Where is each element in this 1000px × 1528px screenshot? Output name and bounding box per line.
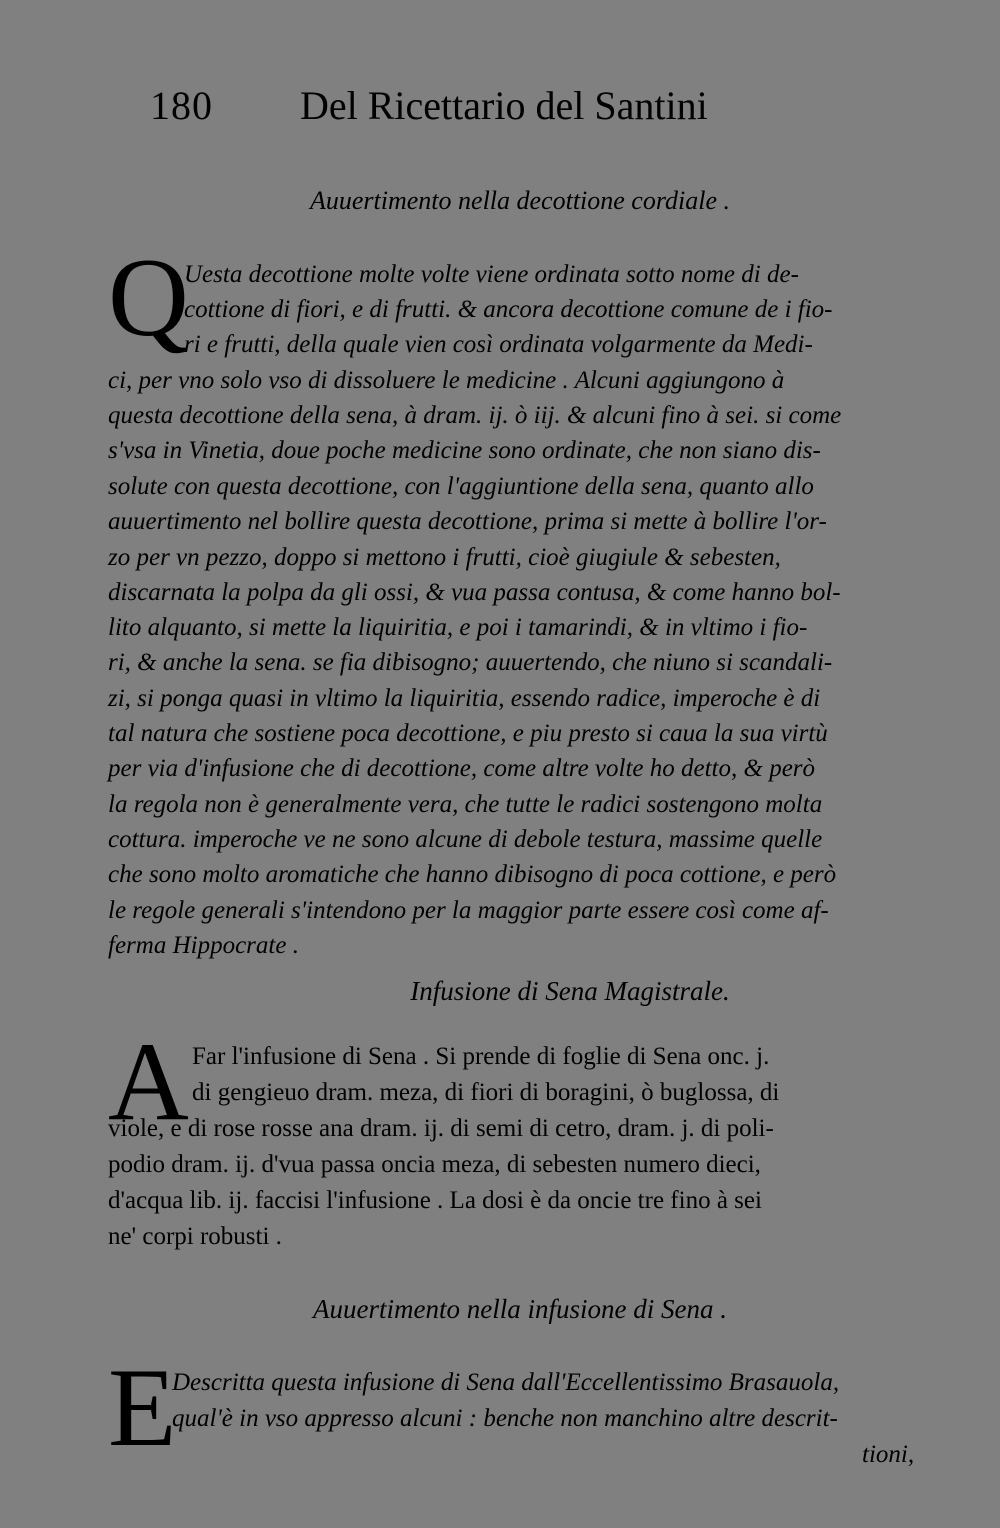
running-head: Del Ricettario del Santini	[300, 83, 708, 128]
text-line: s'vsa in Vinetia, doue poche medicine sono ordinate, che non siano dis-	[108, 437, 821, 464]
text-line: che sono molto aromatiche che hanno dibisogno di poca cottione, e però	[108, 861, 837, 888]
text-line: solute con questa decottione, con l'aggiuntione della sena, quanto allo	[108, 473, 814, 500]
text-line: zi, si ponga quasi in vltimo la liquiritia, essendo radice, imperoche è di	[108, 685, 821, 712]
section-heading-decottione: Auuertimento nella decottione cordiale .	[310, 186, 730, 215]
text-line: cottione di fiori, e di frutti. & ancora decottione comune de i fio-	[184, 296, 833, 323]
text-line: la regola non è generalmente vera, che tutte le radici sostengono molta	[108, 791, 823, 818]
text-line: per via d'infusione che di decottione, come altre volte ho detto, & però	[108, 755, 816, 782]
text-line: ferma Hippocrate .	[108, 932, 299, 959]
text-line: cottura. imperoche ve ne sono alcune di debole testura, massime quelle	[108, 826, 823, 853]
section-heading-infusione: Infusione di Sena Magistrale.	[410, 976, 730, 1006]
text-line: zo per vn pezzo, doppo si mettono i frutti, cioè giugiule & sebesten,	[108, 544, 781, 571]
text-line: tioni,	[862, 1441, 915, 1468]
text-line: questa decottione della sena, à dram. ij. ò iij. & alcuni fino à sei. si come	[108, 402, 842, 429]
text-line: discarnata la polpa da gli ossi, & vua passa contusa, & come hanno bol-	[108, 579, 841, 606]
text-line: ri, & anche la sena. se fia dibisogno; auuertendo, che niuno si scandali-	[108, 649, 833, 676]
text-line: ri e frutti, della quale vien così ordinata volgarmente da Medi-	[184, 331, 813, 358]
page-header	[150, 82, 770, 132]
text-line: tal natura che sostiene poca decottione, e piu presto si caua la sua virtù	[108, 720, 828, 747]
text-line: auuertimento nel bollire questa decottione, prima si mette à bollire l'or-	[108, 508, 827, 535]
drop-cap-e: E	[108, 1346, 177, 1470]
drop-cap-q: Q	[108, 236, 189, 360]
text-line: d'acqua lib. ij. faccisi l'infusione . La dosi è da oncie tre fino à sei	[108, 1187, 762, 1214]
text-line: le regole generali s'intendono per la maggior parte essere così come af-	[108, 897, 829, 924]
text-line: podio dram. ij. d'vua passa oncia meza, di sebesten numero dieci,	[108, 1151, 761, 1178]
text-line: ne' corpi robusti .	[108, 1223, 282, 1250]
text-line: di gengieuo dram. meza, di fiori di boragini, ò buglossa, di	[192, 1079, 780, 1106]
text-line: lito alquanto, si mette la liquiritia, e poi i tamarindi, & in vltimo i fio-	[108, 614, 808, 641]
text-line: Descritta questa infusione di Sena dall'Eccellentissimo Brasauola,	[172, 1369, 840, 1396]
drop-cap-a: A	[108, 1020, 189, 1144]
text-line: viole, e di rose rosse ana dram. ij. di semi di cetro, dram. j. di poli-	[108, 1115, 774, 1142]
page-number: 180	[150, 83, 213, 128]
text-line: Uesta decottione molte volte viene ordinata sotto nome di de-	[184, 261, 799, 288]
text-line: ci, per vno solo vso di dissoluere le medicine . Alcuni aggiungono à	[108, 367, 785, 394]
text-line: qual'è in vso appresso alcuni : benche non manchino altre descrit-	[172, 1405, 838, 1432]
section-heading-auuertimento-sena: Auuertimento nella infusione di Sena .	[313, 1294, 727, 1324]
text-line: Far l'infusione di Sena . Si prende di foglie di Sena onc. j.	[192, 1043, 770, 1070]
